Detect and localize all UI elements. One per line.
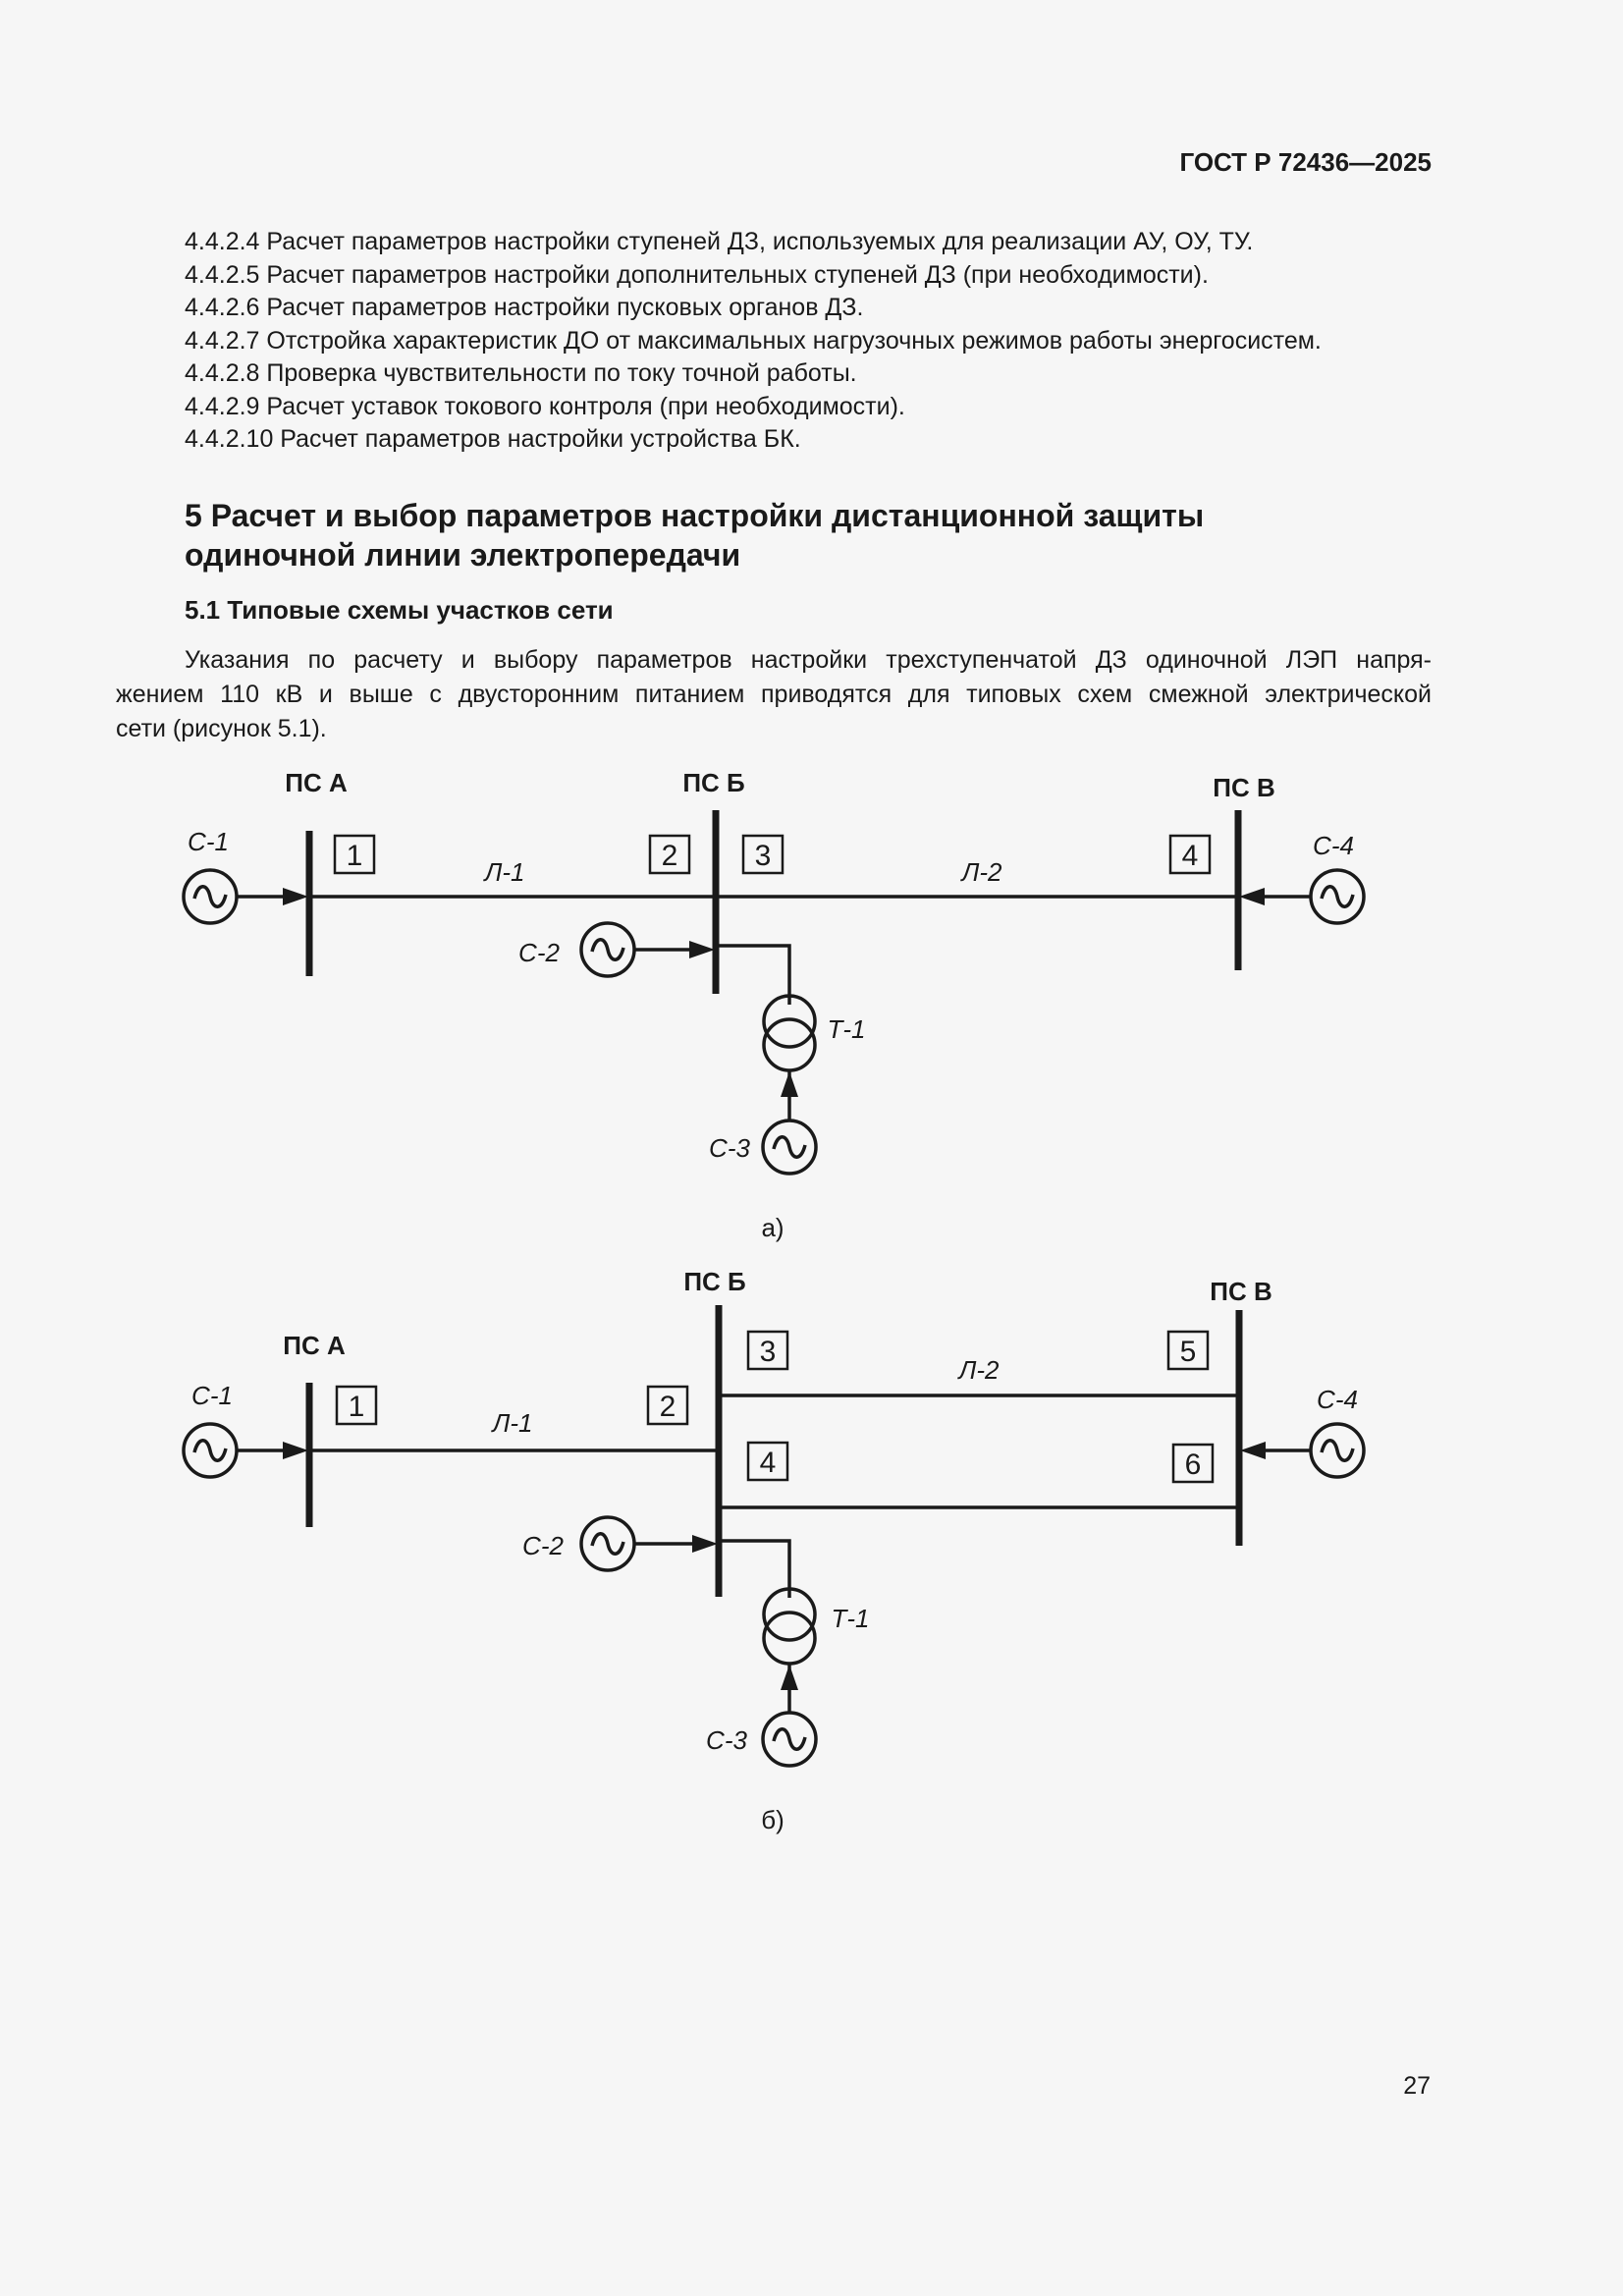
generator-c4-icon [1311,870,1364,923]
substation-label: ПС А [285,768,348,797]
generator-c3-icon [763,1121,816,1174]
source-label: С-4 [1313,831,1354,860]
arrow-icon [1239,888,1265,905]
section-title-line: одиночной линии электропередачи [185,537,741,573]
transformer-label: Т-1 [827,1014,866,1044]
diagram-b [184,1267,1364,1834]
protection-number: 4 [1181,840,1199,872]
arrow-icon [283,1442,308,1459]
clause-item: 4.4.2.8 Проверка чувствительности по току точной работы. [185,359,857,387]
protection-number: 6 [1184,1449,1202,1481]
document-code: ГОСТ Р 72436—2025 [1179,147,1432,177]
section-title-line: 5 Расчет и выбор параметров настройки дистанционной защиты [185,498,1205,533]
protection-number: 5 [1179,1336,1197,1368]
figure-caption: а) [761,1213,784,1242]
protection-number: 3 [754,840,772,872]
substation-label: ПС В [1210,1277,1272,1306]
paragraph-line: Указания по расчету и выбору параметров настройки трехступенчатой ДЗ одиночной ЛЭП напря- [185,646,1432,674]
protection-number: 1 [348,1391,365,1423]
line-label: Л-2 [958,1355,1000,1385]
line-label: Л-1 [492,1408,533,1438]
protection-number: 4 [759,1447,777,1479]
substation-label: ПС В [1213,773,1275,802]
substation-label: ПС Б [683,1267,746,1296]
arrow-icon [781,1665,798,1690]
protection-number: 3 [759,1336,777,1368]
transformer-label: Т-1 [831,1604,870,1633]
generator-c2-icon [581,923,634,976]
source-label: С-3 [706,1725,747,1755]
source-label: С-4 [1317,1385,1358,1414]
source-label: С-1 [188,827,229,856]
clause-item: 4.4.2.6 Расчет параметров настройки пусковых органов ДЗ. [185,294,864,321]
clause-item: 4.4.2.4 Расчет параметров настройки ступеней ДЗ, используемых для реализации АУ, ОУ, ТУ. [185,228,1254,255]
clause-item: 4.4.2.5 Расчет параметров настройки дополнительных ступеней ДЗ (при необходимости). [185,260,1209,289]
protection-number: 1 [346,840,363,872]
arrow-icon [781,1071,798,1097]
protection-number: 2 [661,840,678,872]
substation-label: ПС Б [682,768,745,797]
source-label: С-3 [709,1133,750,1163]
protection-number: 2 [659,1391,676,1423]
paragraph-line: жением 110 кВ и выше с двусторонним питанием приводятся для типовых схем смежной электрической [116,681,1432,708]
figure-caption: б) [761,1805,784,1834]
clause-item: 4.4.2.10 Расчет параметров настройки устройства БК. [185,425,801,453]
paragraph-line: сети (рисунок 5.1). [116,715,327,742]
arrow-icon [1240,1442,1266,1459]
substation-label: ПС А [283,1331,346,1360]
arrow-icon [692,1535,718,1553]
line-label: Л-1 [484,857,525,887]
generator-c4-icon [1311,1424,1364,1477]
generator-c1-icon [184,1424,237,1477]
generator-c2-icon [581,1517,634,1570]
source-label: С-1 [191,1381,233,1410]
line-label: Л-2 [961,857,1002,887]
generator-c1-icon [184,870,237,923]
source-label: С-2 [518,938,560,967]
clause-item: 4.4.2.7 Отстройка характеристик ДО от максимальных нагрузочных режимов работы энергосистем. [185,326,1322,355]
subsection-title: 5.1 Типовые схемы участков сети [185,595,614,625]
generator-c3-icon [763,1713,816,1766]
page-number: 27 [1403,2072,1431,2100]
diagram-a [184,768,1364,1242]
arrow-icon [283,888,308,905]
arrow-icon [689,941,715,958]
clause-item: 4.4.2.9 Расчет уставок токового контроля (при необходимости). [185,392,905,420]
source-label: С-2 [522,1531,564,1560]
